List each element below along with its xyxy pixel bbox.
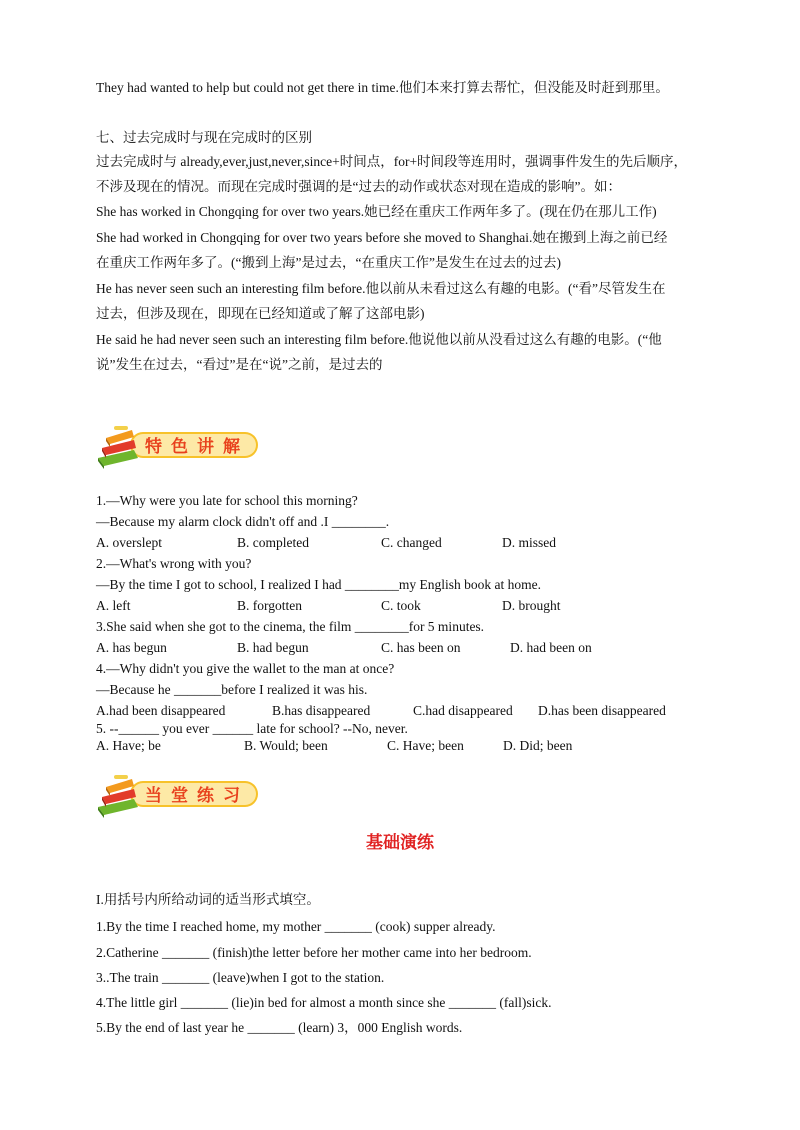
option: D. brought: [502, 598, 561, 613]
option: A. has begun: [96, 640, 167, 655]
practice-item: 1.By the time I reached home, my mother _______ (cook) supper already.: [96, 919, 496, 934]
grammar-line: She has worked in Chongqing for over two years.她已经在重庆工作两年多了。(现在仍在那儿工作): [96, 204, 657, 219]
option: D. Did; been: [503, 738, 573, 753]
question-stem: 2.—What's wrong with you?: [96, 556, 252, 571]
practice-item: 4.The little girl _______ (lie)in bed for almost a month since she _______ (fall)sick.: [96, 995, 552, 1010]
grammar-line: 不涉及现在的情况。而现在完成时强调的是“过去的动作或状态对现在造成的影响”。如：: [96, 179, 621, 194]
option: B. completed: [237, 535, 309, 550]
question-stem: 1.—Why were you late for school this morning?: [96, 493, 358, 508]
question-stem: 5. --______ you ever ______ late for school? --No, never.: [96, 721, 408, 736]
option: B.has disappeared: [272, 703, 371, 718]
option: C. took: [381, 598, 421, 613]
grammar-line: He said he had never seen such an interesting film before.他说他以前从没看过这么有趣的电影。(“他: [96, 332, 662, 347]
practice-item: 2.Catherine _______ (finish)the letter before her mother came into her bedroom.: [96, 945, 532, 960]
practice-item: 5.By the end of last year he _______ (learn) 3，000 English words.: [96, 1020, 463, 1035]
question-stem: —Because he _______before I realized it was his.: [96, 682, 368, 697]
practice-title: 基础演练: [366, 833, 434, 853]
option: A. left: [96, 598, 131, 613]
grammar-line: He has never seen such an interesting film before.他以前从未看过这么有趣的电影。(“看”尽管发生在: [96, 281, 666, 296]
banner-title: 特色讲解: [145, 437, 249, 457]
option: A. Have; be: [96, 738, 161, 753]
option: A.had been disappeared: [96, 703, 226, 718]
option: C. changed: [381, 535, 442, 550]
option: C. has been on: [381, 640, 461, 655]
option: C. Have; been: [387, 738, 464, 753]
option: D. had been on: [510, 640, 592, 655]
option: A. overslept: [96, 535, 162, 550]
option: D.has been disappeared: [538, 703, 666, 718]
option: D. missed: [502, 535, 556, 550]
grammar-line: 说”发生在过去，“看过”是在“说”之前，是过去的: [96, 357, 383, 372]
grammar-line: She had worked in Chongqing for over two years before she moved to Shanghai.她在搬到上海之前已经: [96, 230, 668, 245]
grammar-line: 过去完成时与 already,ever,just,never,since+时间点，for+时间段等连用时，强调事件发生的先后顺序，: [96, 154, 688, 169]
grammar-line: 过去，但涉及现在，即现在已经知道或了解了这部电影): [96, 306, 425, 321]
question-stem: 3.She said when she got to the cinema, the film ________for 5 minutes.: [96, 619, 485, 634]
option: B. had begun: [237, 640, 309, 655]
option: C.had disappeared: [413, 703, 513, 718]
question-stem: 4.—Why didn't you give the wallet to the man at once?: [96, 661, 395, 676]
grammar-line: 在重庆工作两年多了。(“搬到上海”是过去，“在重庆工作”是发生在过去的过去): [96, 255, 561, 270]
question-stem: —Because my alarm clock didn't off and .I ________.: [96, 514, 390, 529]
option: B. forgotten: [237, 598, 302, 613]
practice-instruction: I.用括号内所给动词的适当形式填空。: [96, 892, 320, 907]
question-stem: —By the time I got to school, I realized I had ________my English book at home.: [96, 577, 542, 592]
banner-title: 当堂练习: [145, 786, 249, 806]
example-sentence: They had wanted to help but could not get there in time.他们本来打算去帮忙，但没能及时赶到那里。: [96, 80, 669, 95]
section-title: 七、过去完成时与现在完成时的区别: [96, 130, 312, 145]
practice-item: 3..The train _______ (leave)when I got to the station.: [96, 970, 385, 985]
option: B. Would; been: [244, 738, 328, 753]
